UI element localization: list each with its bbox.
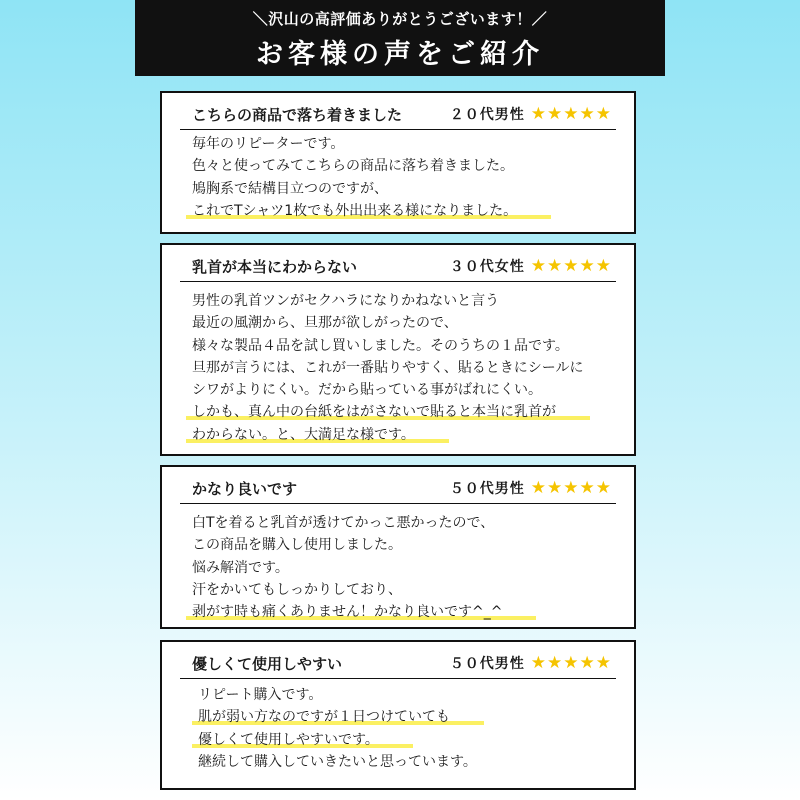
review-line: 鳩胸系で結構目立つのですが、 (192, 180, 388, 197)
review-line-highlighted: わからない。と、大満足な様です。 (186, 427, 449, 443)
review-line: 白Tを着ると乳首が透けてかっこ悪かったので、 (192, 515, 495, 531)
review-line: 汗をかいてもしっかりしており、 (192, 581, 402, 598)
review-title: こちらの商品で落ち着きました (192, 106, 403, 124)
reviewer-label: ３０代女性 (449, 259, 525, 275)
review-line: 旦那が言うには、これが一番貼りやすく、貼るときにシールに (192, 359, 584, 376)
review-line: 色々と使ってみてこちらの商品に落ち着きました。 (192, 158, 514, 175)
review-title: かなり良いです (192, 480, 298, 498)
review-line: 継続して購入していきたいと思っています。 (198, 753, 477, 770)
star-rating-icon: ★★★★★ (530, 478, 612, 498)
star-rating-icon: ★★★★★ (530, 256, 612, 276)
review-title: 乳首が本当にわからない (192, 258, 358, 276)
star-rating-icon: ★★★★★ (530, 104, 612, 124)
header-subtitle: ＼沢山の高評価ありがとうございます！／ (252, 10, 548, 28)
review-card (160, 465, 636, 629)
review-meta (450, 653, 612, 673)
review-card (160, 91, 636, 234)
review-line: 最近の風潮から、旦那が欲しがったので、 (192, 315, 458, 332)
review-line: この商品を購入し使用しました。 (192, 537, 402, 554)
review-body (192, 512, 624, 623)
review-header (180, 251, 616, 282)
review-line-highlighted: しかも、真ん中の台紙をはがさないで貼ると本当に乳首が (186, 404, 590, 420)
review-body (192, 133, 624, 222)
review-meta (450, 104, 612, 124)
review-card (160, 243, 636, 456)
review-meta (450, 256, 612, 276)
review-line: シワがよりにくい。だから貼っている事がばれにくい。 (192, 382, 542, 399)
review-title: 優しくて使用しやすい (192, 655, 343, 673)
review-card (160, 640, 636, 790)
review-line-highlighted: 剥がす時も痛くありません！かなり良いです^_^ (186, 604, 536, 620)
review-line: 悩み解消です。 (192, 559, 289, 576)
star-rating-icon: ★★★★★ (530, 653, 612, 673)
reviewer-label: ５０代男性 (449, 481, 525, 497)
review-line: 男性の乳首ツンがセクハラになりかねないと言う (192, 293, 500, 309)
review-body (198, 684, 624, 773)
review-line-highlighted: これでTシャツ1枚でも外出出来る様になりました。 (186, 203, 551, 219)
review-header (180, 473, 616, 504)
review-line-highlighted: 優しくて使用しやすいです。 (192, 732, 413, 748)
header-banner (135, 0, 665, 76)
review-line-highlighted: 肌が弱い方なのですが１日つけていても (192, 709, 484, 725)
review-body (192, 290, 624, 446)
review-header (180, 648, 616, 679)
review-line: リピート購入です。 (198, 687, 323, 703)
page-title: お客様の声をご紹介 (256, 39, 544, 70)
review-meta (450, 478, 612, 498)
reviewer-label: ５０代男性 (449, 656, 525, 672)
review-header (180, 99, 616, 130)
reviewer-label: ２０代男性 (449, 107, 525, 123)
review-line: 様々な製品４品を試し買いしました。そのうちの１品です。 (192, 337, 569, 354)
review-line: 毎年のリピーターです。 (192, 136, 345, 152)
